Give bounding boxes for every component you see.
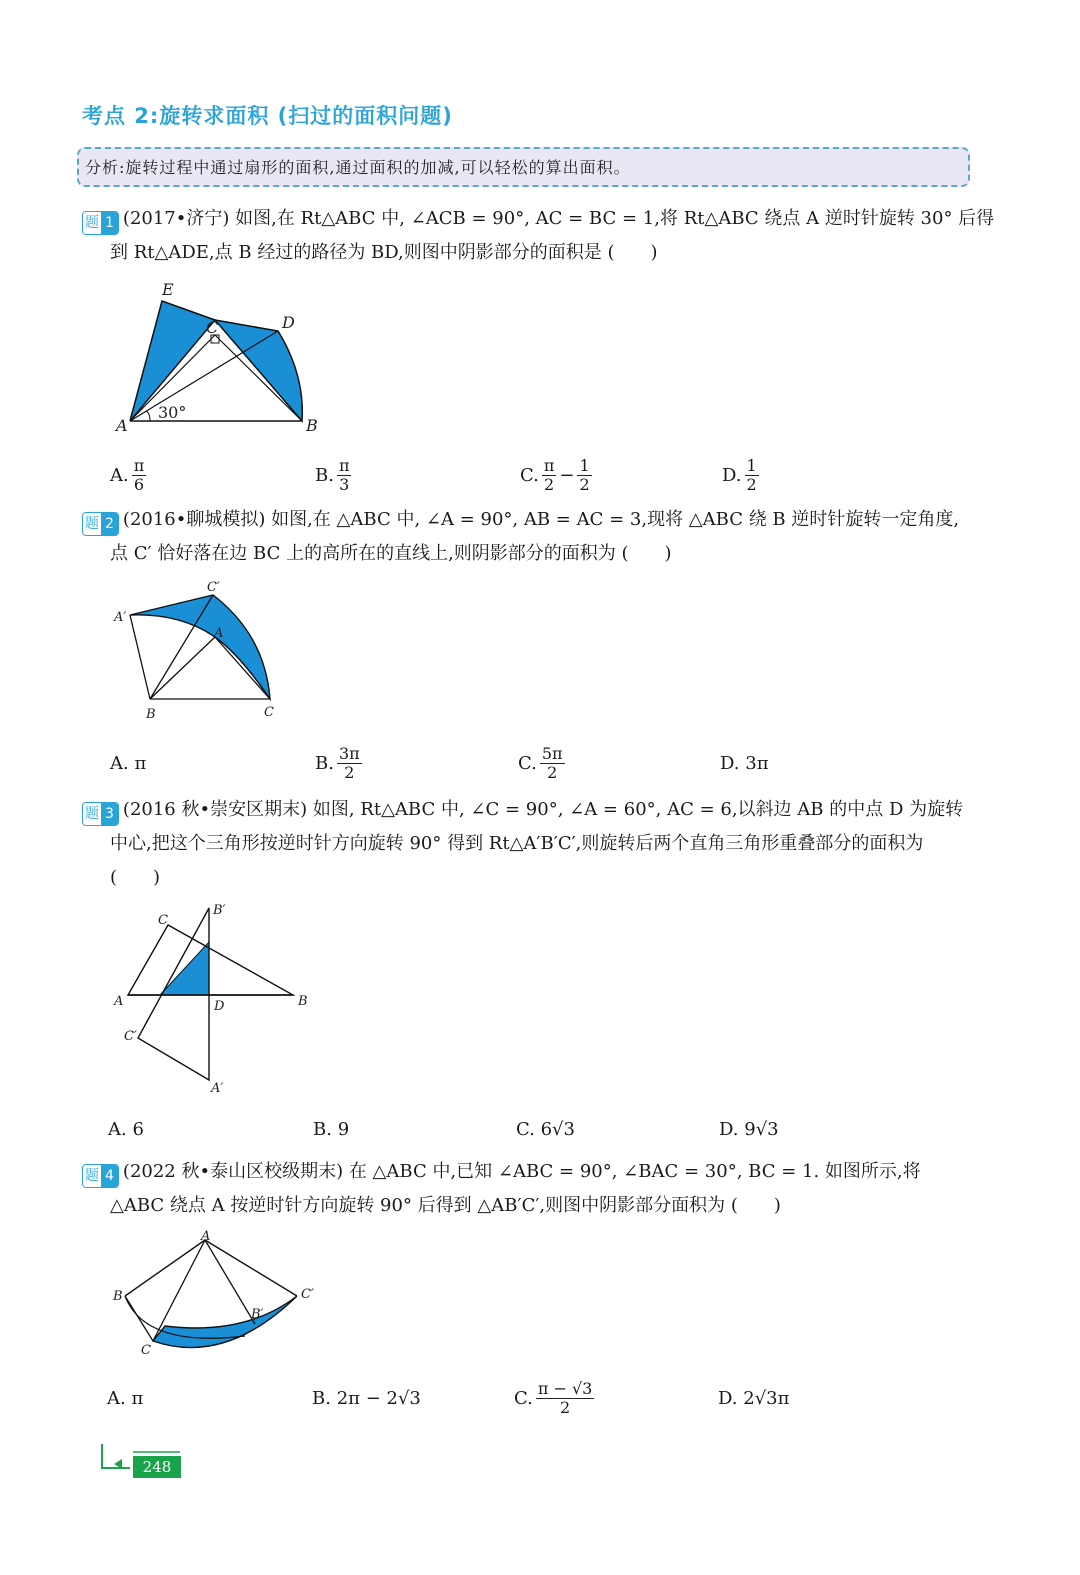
label-Ap: A′: [211, 1081, 224, 1096]
page-number: 248: [133, 1456, 181, 1478]
problem-3-options: [110, 1106, 910, 1152]
problem-2-options: [110, 740, 910, 786]
option-d[interactable]: D. 3π: [720, 752, 769, 774]
label-A: A: [116, 416, 128, 435]
option-b[interactable]: B. 2π − 2√3: [312, 1387, 421, 1409]
option-c[interactable]: C. $\frac{\pi - √3}{2}$: [514, 1378, 593, 1417]
label-A: A: [214, 626, 224, 641]
option-d[interactable]: D. $\frac{1}{2}$: [722, 455, 757, 494]
problem-4-line-1: 题 4 (2022 秋•泰山区校级期末) 在 △ABC 中,已知 ∠ABC = 90°, ∠BAC = 30°, BC = 1. 如图所示,将: [82, 1155, 982, 1189]
problem-1: [82, 202, 995, 270]
label-Bp: B′: [213, 903, 226, 918]
section-title: 考点 2:旋转求面积 (扫过的面积问题): [82, 104, 453, 128]
option-d[interactable]: D. 9√3: [719, 1118, 779, 1140]
label-Cp: C′: [124, 1029, 137, 1044]
option-a[interactable]: A. π: [107, 1387, 144, 1409]
option-d[interactable]: D. 2√3π: [718, 1387, 790, 1409]
problem-1-line-1: 题 1 (2017•济宁) 如图,在 Rt△ABC 中, ∠ACB = 90°, AC = BC = 1,将 Rt△ABC 绕点 A 逆时针旋转 30° 后得: [82, 202, 982, 236]
label-B: B: [113, 1289, 123, 1304]
figure-3: [110, 900, 320, 1100]
option-b[interactable]: B. $\frac{\pi}{3}$: [315, 455, 350, 494]
label-angle: 30°: [158, 403, 187, 422]
problem-2-line-2: 点 C′ 恰好落在边 BC 上的高所在的直线上,则阴影部分的面积为 ( ): [110, 543, 672, 564]
analysis-box: [77, 147, 970, 187]
label-A: A: [201, 1229, 211, 1244]
option-c[interactable]: C. $\frac{\pi}{2}$ − $\frac{1}{2}$: [520, 455, 590, 494]
shade: [153, 1296, 297, 1348]
label-A: A: [114, 994, 124, 1009]
label-Cp: C′: [301, 1287, 314, 1302]
label-B: B: [298, 994, 308, 1009]
problem-2: [82, 503, 982, 571]
figure-2: [110, 575, 300, 725]
figure-4: [105, 1228, 325, 1363]
problem-badge: 题 1: [82, 211, 119, 235]
shade-right: [215, 320, 302, 421]
problem-badge: 题 3: [82, 802, 119, 826]
option-a[interactable]: A. π: [110, 752, 147, 774]
option-c[interactable]: C. $\frac{5\pi}{2}$: [518, 743, 563, 782]
problem-3: [82, 793, 982, 895]
label-B: B: [146, 707, 156, 722]
problem-3-line-1: 题 3 (2016 秋•崇安区期末) 如图, Rt△ABC 中, ∠C = 90°, ∠A = 60°, AC = 6,以斜边 AB 的中点 D 为旋转: [82, 793, 982, 827]
label-B: B: [306, 416, 318, 435]
problem-1-options: [110, 452, 910, 498]
problem-badge: 题 2: [82, 512, 119, 536]
label-C: C: [158, 913, 168, 928]
label-D: D: [214, 999, 225, 1014]
problem-4: [82, 1155, 982, 1223]
problem-badge: 题 4: [82, 1164, 119, 1188]
label-Ap: A′: [114, 610, 127, 625]
problem-4-line-2: △ABC 绕点 A 按逆时针方向旋转 90° 后得到 △AB′C′,则图中阴影部分面积为 ( ): [110, 1195, 781, 1216]
figure-1: [110, 275, 330, 440]
label-D: D: [282, 313, 295, 332]
label-C: C: [141, 1343, 151, 1358]
option-a[interactable]: A. $\frac{\pi}{6}$: [110, 455, 145, 494]
label-Bp: B′: [251, 1307, 264, 1322]
option-b[interactable]: B. $\frac{3\pi}{2}$: [315, 743, 360, 782]
option-a[interactable]: A. 6: [108, 1118, 144, 1140]
option-c[interactable]: C. 6√3: [516, 1118, 575, 1140]
problem-3-line-2: 中心,把这个三角形按逆时针方向旋转 90° 得到 Rt△A′B′C′,则旋转后两个直角三角形重叠部分的面积为: [110, 833, 924, 854]
shade: [130, 595, 270, 699]
shade: [160, 942, 209, 995]
problem-4-options: [107, 1375, 910, 1421]
problem-1-line-2: 到 Rt△ADE,点 B 经过的路径为 BD,则图中阴影部分的面积是 ( ): [110, 242, 658, 263]
label-E: E: [162, 280, 174, 299]
problem-2-line-1: 题 2 (2016•聊城模拟) 如图,在 △ABC 中, ∠A = 90°, AB = AC = 3,现将 △ABC 绕 B 逆时针旋转一定角度,: [82, 503, 982, 537]
label-C: C: [264, 705, 274, 720]
analysis-text: 分析:旋转过程中通过扇形的面积,通过面积的加减,可以轻松的算出面积。: [85, 158, 631, 177]
problem-3-line-3: ( ): [110, 867, 161, 888]
option-b[interactable]: B. 9: [313, 1118, 350, 1140]
label-C: C: [206, 318, 219, 337]
label-Cp: C′: [207, 580, 220, 595]
